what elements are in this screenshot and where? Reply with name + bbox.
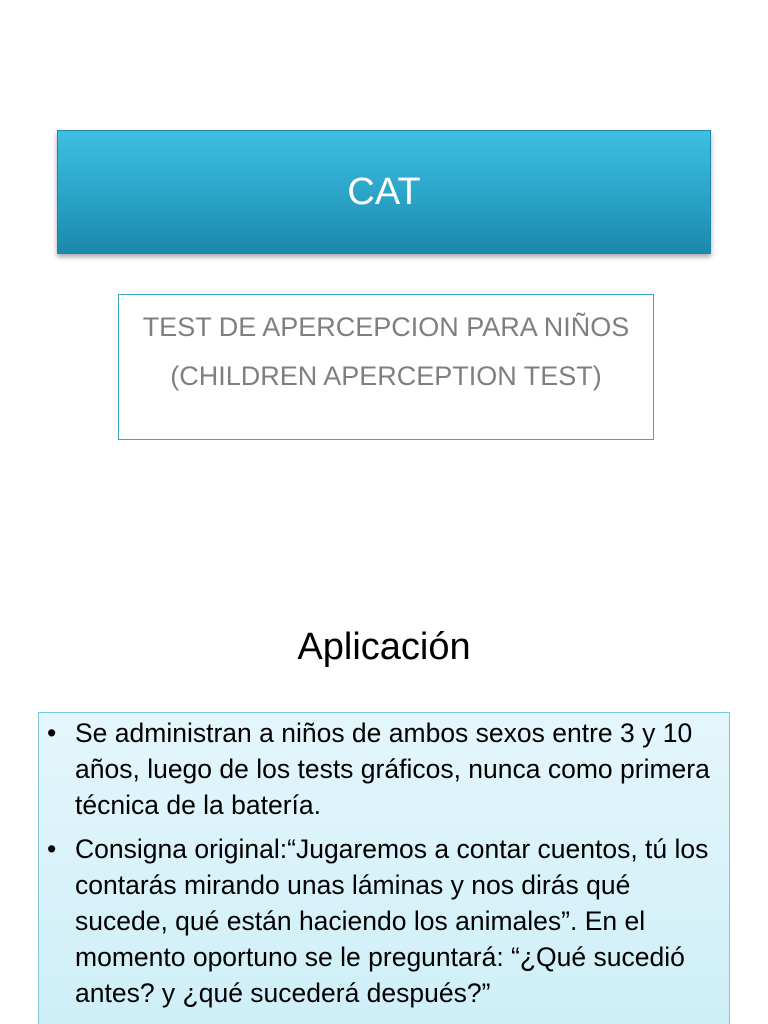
bullet-text: Consigna original:“Jugaremos a contar cuentos, tú los contarás mirando unas láminas y nos dirás qué sucede, qué están haciendo los animales”. En el momento oportuno se le preguntará: “¿Qué sucedió antes? y ¿qué sucederá después?” bbox=[75, 834, 709, 1008]
subtitle-box bbox=[118, 294, 654, 440]
slide-title: CAT bbox=[347, 171, 421, 213]
subtitle-line-1: TEST DE APERCEPCION PARA NIÑOS bbox=[142, 312, 630, 342]
title-banner bbox=[57, 130, 711, 254]
bullet-dot-icon: • bbox=[47, 718, 57, 748]
subtitle-line-2: (CHILDREN APERCEPTION TEST) bbox=[170, 361, 602, 391]
bullet-item bbox=[39, 831, 729, 1011]
bullet-dot-icon: • bbox=[47, 834, 57, 864]
bullet-list bbox=[39, 715, 729, 1011]
content-box bbox=[38, 712, 730, 1024]
bullet-text: Se administran a niños de ambos sexos entre 3 y 10 años, luego de los tests gráficos, nunca como primera técnica de la batería. bbox=[75, 718, 710, 820]
section-heading: Aplicación bbox=[297, 626, 471, 668]
bullet-item bbox=[39, 715, 729, 823]
